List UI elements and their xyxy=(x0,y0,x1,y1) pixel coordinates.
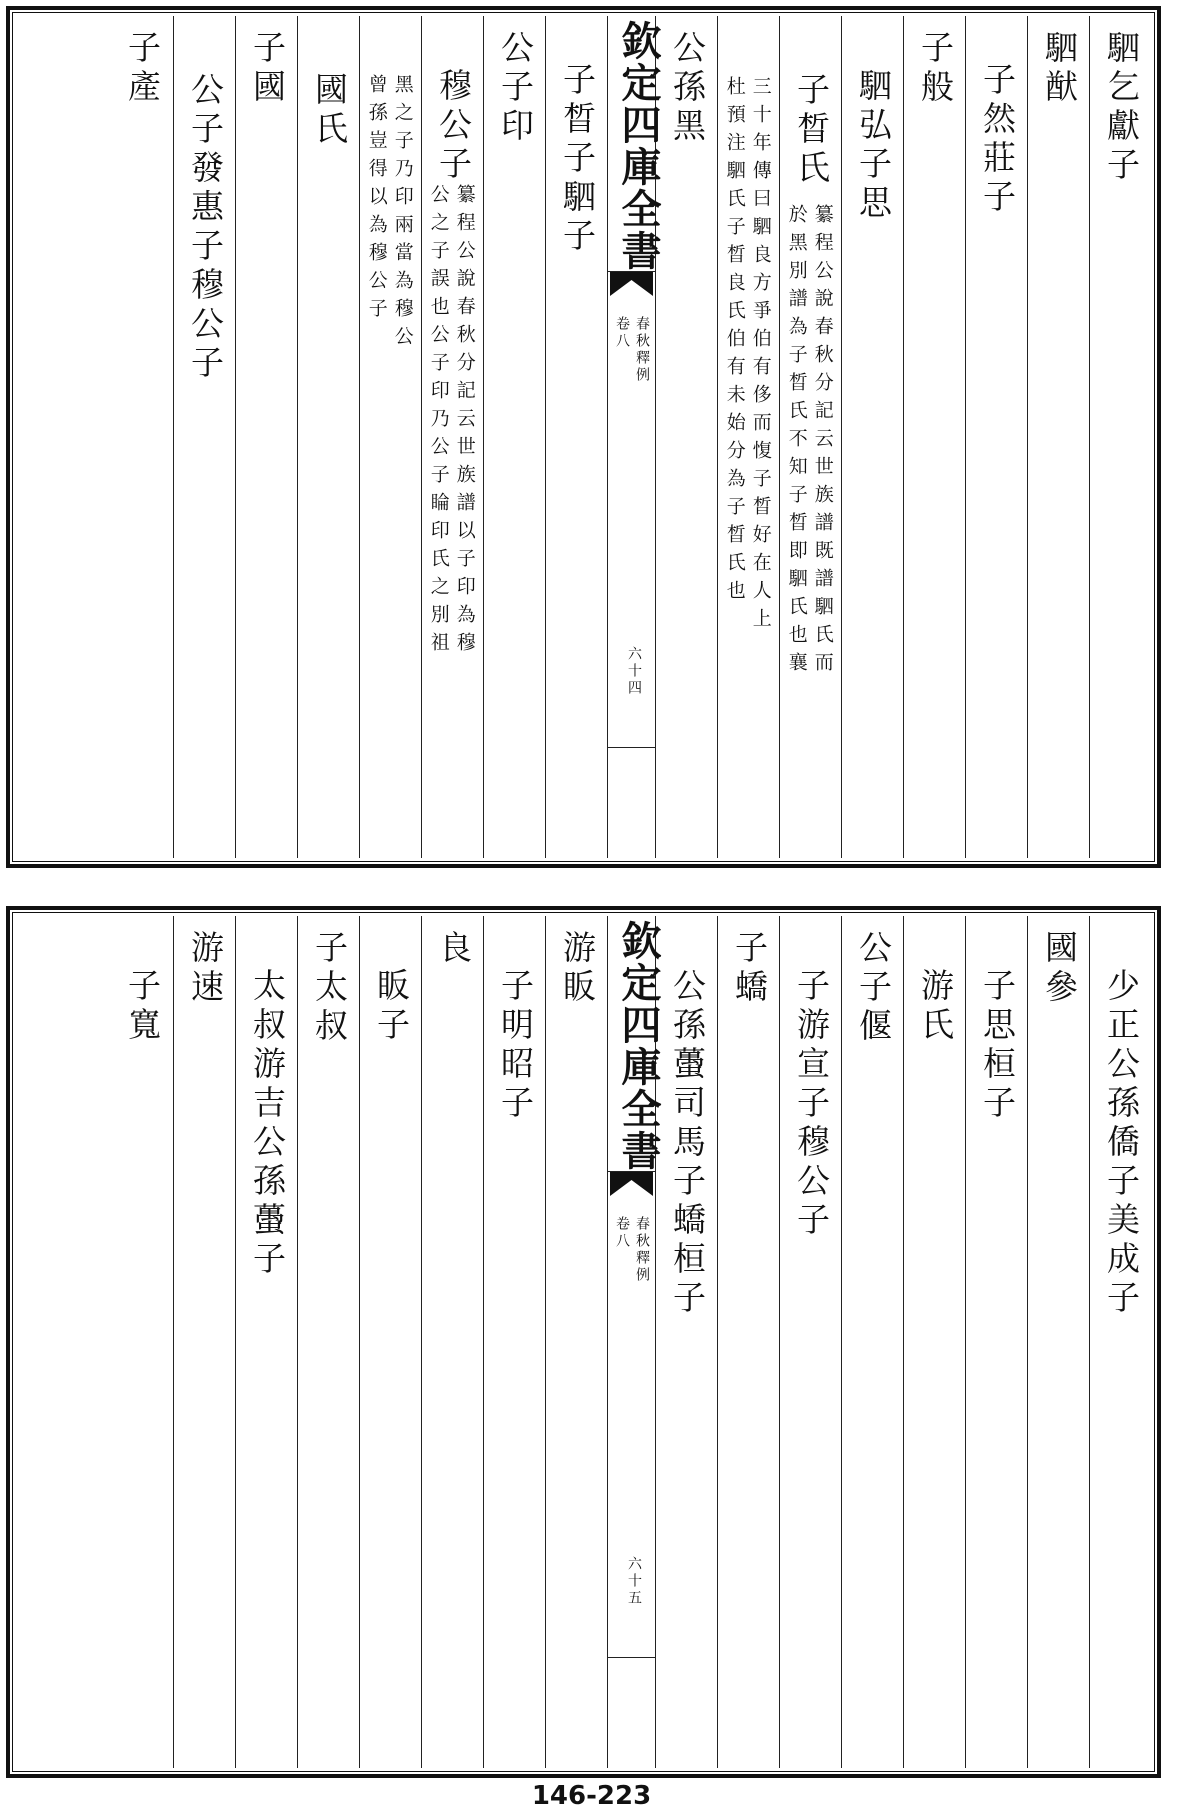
book-title: 春秋釋例 xyxy=(634,316,650,384)
column xyxy=(1027,916,1089,1768)
column-text: 子晳氏 xyxy=(792,72,831,189)
book-title: 春秋釋例 xyxy=(634,1216,650,1284)
page-number: 六十五 xyxy=(626,1556,642,1607)
column xyxy=(841,16,903,858)
center-strip xyxy=(607,916,662,1768)
column xyxy=(111,16,173,858)
column xyxy=(297,16,359,858)
column xyxy=(359,916,421,1768)
column xyxy=(965,916,1027,1768)
top-columns xyxy=(16,16,1151,858)
column-text: 子般 xyxy=(916,30,955,108)
column xyxy=(965,16,1027,858)
column-text: 子明昭子 xyxy=(496,968,535,1124)
reprint-page-number: 146-223 xyxy=(531,1781,652,1811)
annotation-line: 黑之子乃印兩當為穆公 xyxy=(391,74,414,354)
column-text: 穆公子 xyxy=(434,68,473,185)
column xyxy=(483,916,545,1768)
column xyxy=(717,16,779,858)
column xyxy=(903,16,965,858)
column xyxy=(421,16,483,858)
fish-tail-mark-icon xyxy=(610,272,653,296)
column-text: 良 xyxy=(434,930,473,969)
column-text: 子蟜 xyxy=(730,930,769,1008)
column-text: 駟猷 xyxy=(1040,30,1079,108)
column-text: 游眅 xyxy=(558,930,597,1008)
fish-tail-mark-icon xyxy=(610,1172,653,1196)
center-upper xyxy=(608,916,662,1172)
bottom-columns xyxy=(16,916,1151,1768)
page-number: 六十四 xyxy=(626,646,642,697)
annotation-line: 纂程公說春秋分記云世族譜以子印為穆 xyxy=(453,184,476,660)
center-lower xyxy=(608,1657,655,1658)
column-text: 公子偃 xyxy=(854,930,893,1047)
column-text: 公子印 xyxy=(496,30,535,147)
column-text: 公孫蠆司馬子蟜桓子 xyxy=(668,968,707,1319)
column-text: 游氏 xyxy=(916,968,955,1046)
column xyxy=(545,16,607,858)
column xyxy=(779,16,841,858)
column xyxy=(483,16,545,858)
column-text: 公子發惠子穆公子 xyxy=(186,72,225,384)
annotation-line: 公之子誤也公子印乃公子睔印氏之別祖 xyxy=(427,184,450,660)
book-series-title: 欽定四庫全書 xyxy=(615,20,662,272)
column xyxy=(1089,916,1151,1768)
column xyxy=(173,16,235,858)
top-page xyxy=(6,6,1161,868)
column xyxy=(111,916,173,1768)
column-text: 駟乞獻子 xyxy=(1102,30,1141,186)
center-strip xyxy=(607,16,662,858)
column-text: 子產 xyxy=(123,30,162,108)
column xyxy=(359,16,421,858)
column-text: 子思桓子 xyxy=(978,968,1017,1124)
center-lower xyxy=(608,747,655,748)
column-text: 國參 xyxy=(1040,930,1079,1008)
column-text: 游速 xyxy=(186,930,225,1008)
bottom-page xyxy=(6,906,1161,1778)
column xyxy=(173,916,235,1768)
column xyxy=(903,916,965,1768)
annotation-line: 曾孫豈得以為穆公子 xyxy=(365,74,388,326)
column-text: 子晳子駟子 xyxy=(558,62,597,257)
column xyxy=(841,916,903,1768)
center-upper xyxy=(608,16,662,272)
volume-label: 卷八 xyxy=(614,1216,630,1250)
column-text: 子國 xyxy=(248,30,287,108)
column xyxy=(779,916,841,1768)
column-text: 子太叔 xyxy=(310,930,349,1047)
book-series-title: 欽定四庫全書 xyxy=(615,920,662,1172)
column-text: 公孫黑 xyxy=(668,30,707,147)
annotation-line: 於黑別譜為子晳氏不知子晳即駟氏也襄 xyxy=(785,204,808,680)
annotation-line: 纂程公說春秋分記云世族譜既譜駟氏而 xyxy=(811,204,834,680)
column xyxy=(1089,16,1151,858)
annotation-line: 三十年傳曰駟良方爭伯有侈而愎子晳好在人上 xyxy=(749,76,772,636)
column xyxy=(545,916,607,1768)
column xyxy=(235,16,297,858)
column xyxy=(297,916,359,1768)
column xyxy=(717,916,779,1768)
column-text: 子游宣子穆公子 xyxy=(792,968,831,1241)
volume-label: 卷八 xyxy=(614,316,630,350)
annotation-line: 杜預注駟氏子晳良氏伯有未始分為子晳氏也 xyxy=(723,76,746,608)
column-text: 子然莊子 xyxy=(978,62,1017,218)
column-text: 國氏 xyxy=(310,72,349,150)
column xyxy=(1027,16,1089,858)
column xyxy=(421,916,483,1768)
column-text: 眅子 xyxy=(372,968,411,1046)
column-text: 少正公孫僑子美成子 xyxy=(1102,968,1141,1319)
column-text: 駟弘子思 xyxy=(854,68,893,224)
column-text: 太叔游吉公孫蠆子 xyxy=(248,968,287,1280)
column-text: 子寬 xyxy=(123,968,162,1046)
column xyxy=(235,916,297,1768)
